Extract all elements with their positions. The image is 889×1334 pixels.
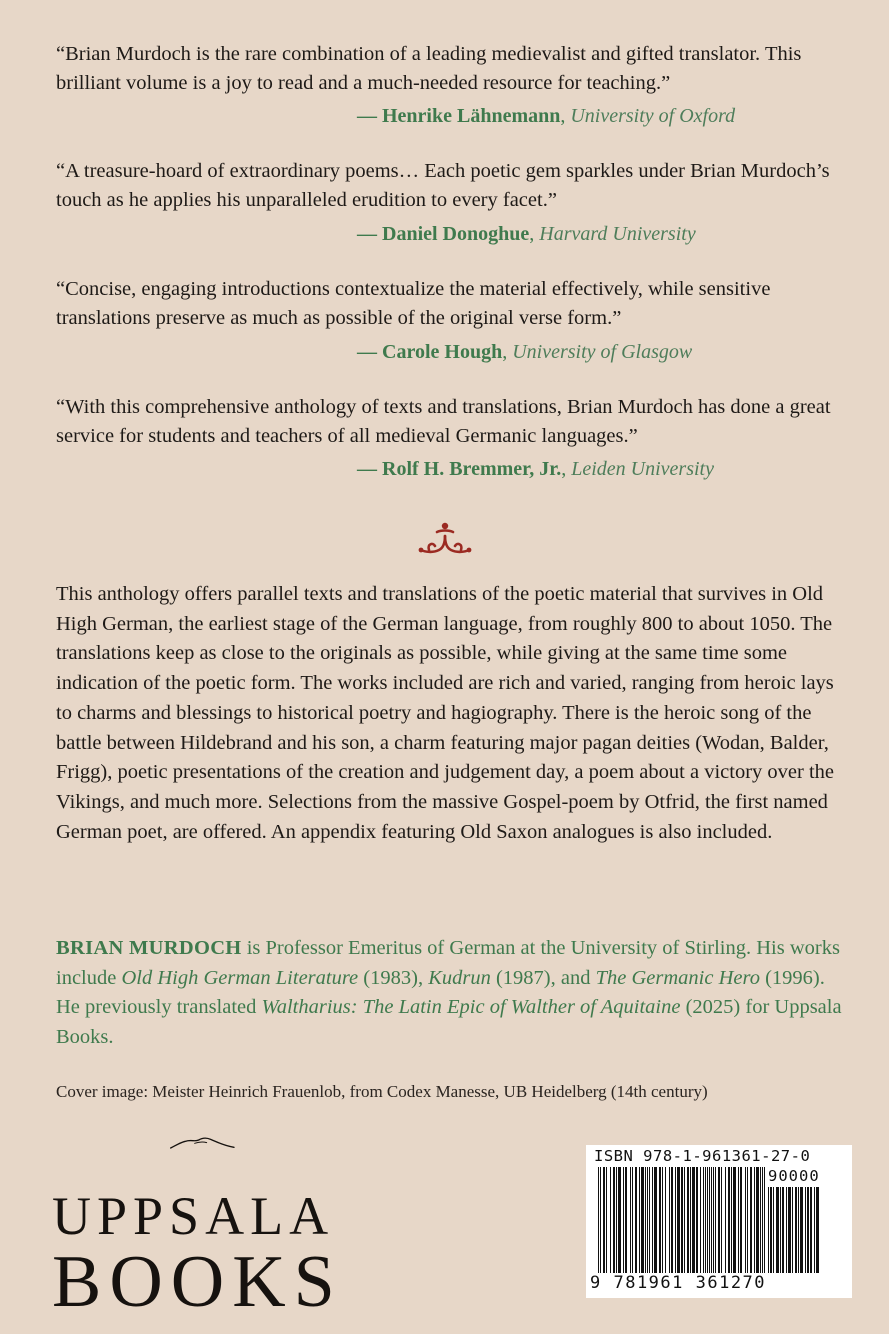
endorsement-institution-1: University of Oxford bbox=[570, 105, 736, 127]
bio-text-4: (1996). He previously translated bbox=[56, 966, 825, 1018]
endorsement-institution-3: University of Glasgow bbox=[512, 341, 693, 363]
publisher-name-line1: UPPSALA bbox=[52, 1186, 335, 1246]
endorsement-author-4: — Rolf H. Bremmer, Jr. bbox=[357, 458, 562, 480]
bio-text-2: (1983), bbox=[358, 966, 429, 989]
book-description: This anthology offers parallel texts and translations of the poetic material that survives in Old High German, the earliest stage of the German language, from roughly 800 to about 1050. The translations keep as close to the originals as possible, while giving at the same time some indication of the poetic form. The works included are rich and varied, ranging from heroic lays to charms and blessings to historical poetry and hagiography. There is the heroic song of the battle between Hildebrand and his son, a charm featuring major pagan deities (Wodan, Balder, Frigg), poetic presentations of the creation and judgement day, a poem about a victory over the Vikings, and much more. Selections from the massive Gospel-poem by Otfrid, the first named German poet, are offered. An appendix featuring Old Saxon analogues is also included. bbox=[56, 583, 834, 843]
publisher-name-line2: BOOKS bbox=[52, 1241, 343, 1323]
addon-barcode-bars bbox=[768, 1187, 840, 1273]
endorsement-institution-4: Leiden University bbox=[571, 458, 714, 480]
bio-work-3: The Germanic Hero bbox=[595, 966, 760, 989]
author-name: BRIAN MURDOCH bbox=[56, 937, 242, 959]
bio-work-4: Waltharius: The Latin Epic of Walther of Aquitaine bbox=[261, 996, 681, 1018]
endorsement-attribution-3: — Carole Hough, University of Glasgow bbox=[357, 341, 693, 363]
endorsement-author-2: — Daniel Donoghue bbox=[357, 223, 530, 245]
endorsement-quote-2: “A treasure-hoard of extraordinary poems… Each poetic gem sparkles under Brian Murdoch’s touch as he applies his unparalleled erudition to every facet.” bbox=[56, 160, 830, 211]
price-code: 90000 bbox=[768, 1167, 820, 1185]
ean-digits: 9 781961 361270 bbox=[590, 1273, 767, 1293]
ean-barcode-bars bbox=[598, 1167, 766, 1273]
cover-image-credit: Cover image: Meister Heinrich Frauenlob, from Codex Manesse, UB Heidelberg (14th century) bbox=[56, 1082, 708, 1101]
endorsement-author-3: — Carole Hough bbox=[357, 341, 503, 363]
endorsement-quote-3: “Concise, engaging introductions contextualize the material effectively, while sensitive translations preserve as much as possible of the original verse form.” bbox=[56, 278, 771, 329]
endorsement-quote-4: “With this comprehensive anthology of texts and translations, Brian Murdoch has done a great service for students and teachers of all medieval Germanic languages.” bbox=[56, 396, 831, 447]
ornament-divider-icon bbox=[417, 520, 473, 558]
bio-text-3: (1987), and bbox=[490, 966, 596, 989]
endorsement-attribution-4: — Rolf H. Bremmer, Jr., Leiden University bbox=[357, 458, 714, 480]
endorsement-attribution-1: — Henrike Lähnemann, University of Oxford bbox=[357, 105, 736, 127]
bio-work-2: Kudrun bbox=[428, 966, 491, 989]
bio-work-1: Old High German Literature bbox=[121, 966, 359, 989]
endorsement-quote-1: “Brian Murdoch is the rare combination of a leading medievalist and gifted translator. This brilliant volume is a joy to read and a much-needed resource for teaching.” bbox=[56, 43, 802, 94]
bio-text-5: (2025) for Uppsala Books. bbox=[56, 996, 842, 1048]
endorsement-attribution-2: — Daniel Donoghue, Harvard University bbox=[357, 223, 696, 245]
endorsement-institution-2: Harvard University bbox=[539, 223, 696, 245]
endorsement-author-1: — Henrike Lähnemann bbox=[357, 105, 561, 127]
isbn-label: ISBN 978-1-961361-27-0 bbox=[594, 1147, 811, 1165]
author-bio bbox=[56, 934, 846, 1052]
bio-text-1: is Professor Emeritus of German at the University of Stirling. His works include bbox=[56, 937, 840, 989]
isbn-barcode bbox=[586, 1145, 852, 1298]
